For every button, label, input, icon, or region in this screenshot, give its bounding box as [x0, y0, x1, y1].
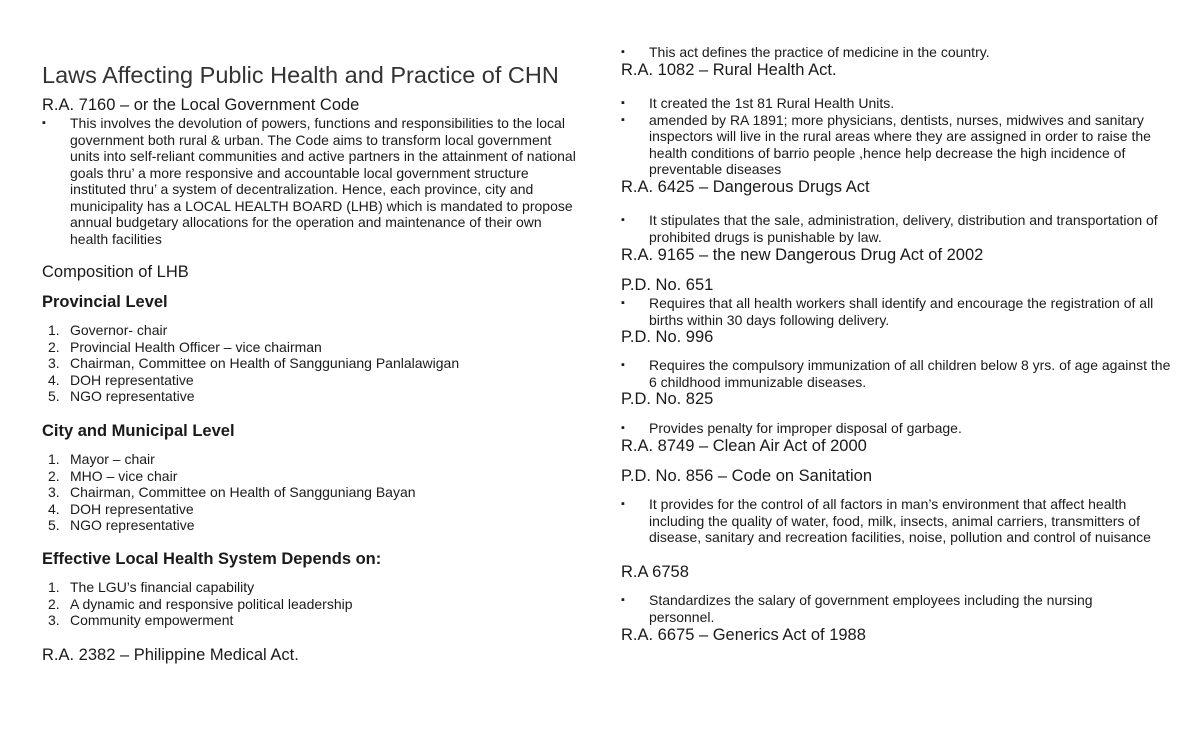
ra9165-heading: R.A. 9165 – the new Dangerous Drug Act of 2002	[621, 246, 984, 264]
ra6675-heading: R.A. 6675 – Generics Act of 1988	[621, 626, 866, 644]
ra6758-heading: R.A 6758	[621, 563, 689, 581]
ra8749-heading: R.A. 8749 – Clean Air Act of 2000	[621, 437, 867, 455]
provincial-heading: Provincial Level	[42, 293, 168, 311]
drugs-bullet: ▪ It stipulates that the sale, administration, delivery, distribution and transportation of prohibited drugs is punishable by law.	[621, 212, 1159, 245]
city-item: 2. MHO – vice chair	[48, 467, 178, 484]
pd856-bullet: ▪ It provides for the control of all factors in man’s environment that affect health including the quality of water, food, milk, insects, animal carriers, transmitters of disease, sanitary and recreation facilities, noise, pollution and control of nuisance	[621, 496, 1159, 546]
ra2382-heading: R.A. 2382 – Philippine Medical Act.	[42, 646, 299, 664]
ra7160-description: ▪ This involves the devolution of powers, functions and responsibilities to the local government both rural & urban. The Code aims to transform local government units into self-reliant communities and active partners in the attainment of national goals thru’ a more responsive and accountable local government structure instituted thru’ a system of decentralization. Hence, each province, city and municipality has a LOCAL HEALTH BOARD (LHB) which is mandated to propose annual budgetary allocations for the operation and maintenance of their own health facilities	[42, 115, 580, 247]
city-item: 4. DOH representative	[48, 500, 194, 517]
page-title: Laws Affecting Public Health and Practice of CHN	[42, 62, 559, 88]
rural-health-bullet-2: ▪ amended by RA 1891; more physicians, dentists, nurses, midwives and sanitary inspectors will live in the rural areas where they are assigned in order to raise the health conditions of barrio people ,hence help decrease the high incidence of preventable diseases	[621, 112, 1159, 178]
provincial-item: 1. Governor- chair	[48, 322, 168, 338]
effective-item: 1. The LGU’s financial capability	[48, 579, 255, 595]
pd825-bullet: ▪ Provides penalty for improper disposal of garbage.	[621, 420, 1159, 437]
effective-heading: Effective Local Health System Depends on:	[42, 550, 382, 568]
effective-item: 3. Community empowerment	[48, 612, 234, 628]
pd996-heading: P.D. No. 996	[621, 328, 714, 346]
provincial-item: 5. NGO representative	[48, 388, 195, 404]
city-item: 1. Mayor – chair	[48, 451, 155, 467]
ra1082-heading: R.A. 1082 – Rural Health Act.	[621, 61, 837, 79]
provincial-item: 4. DOH representative	[48, 371, 194, 388]
pd996-bullet: ▪ Requires the compulsory immunization of all children below 8 yrs. of age against the 6 childhood immunizable diseases.	[621, 357, 1174, 390]
provincial-item: 3. Chairman, Committee on Health of Sangguniang Panlalawigan	[48, 355, 460, 371]
pd825-heading: P.D. No. 825	[621, 390, 714, 408]
rural-health-bullet-1: ▪ It created the 1st 81 Rural Health Units.	[621, 95, 1159, 112]
ra7160-heading: R.A. 7160 – or the Local Government Code	[42, 96, 360, 114]
ra6425-heading: R.A. 6425 – Dangerous Drugs Act	[621, 178, 870, 196]
provincial-item: 2. Provincial Health Officer – vice chairman	[48, 338, 322, 355]
city-item: 3. Chairman, Committee on Health of Sangguniang Bayan	[48, 484, 416, 500]
city-heading: City and Municipal Level	[42, 422, 235, 440]
ra6758-bullet: ▪ Standardizes the salary of government employees including the nursing personnel.	[621, 592, 1159, 625]
medical-act-bullet: ▪ This act defines the practice of medicine in the country.	[621, 44, 1159, 61]
pd651-bullet: ▪ Requires that all health workers shall identify and encourage the registration of all births within 30 days following delivery.	[621, 295, 1159, 328]
effective-item: 2. A dynamic and responsive political leadership	[48, 595, 353, 612]
composition-heading: Composition of LHB	[42, 263, 189, 281]
pd856-heading: P.D. No. 856 – Code on Sanitation	[621, 467, 873, 485]
city-item: 5. NGO representative	[48, 517, 195, 533]
pd651-heading: P.D. No. 651	[621, 276, 714, 294]
